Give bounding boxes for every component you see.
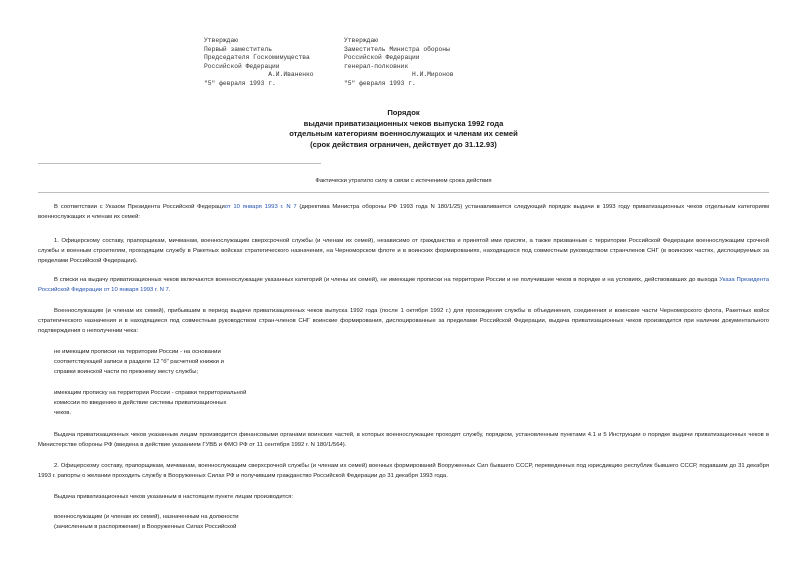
title-validity: (срок действия ограничен, действует до 31.12.93) (310, 139, 497, 149)
approval-signatory: А.И.Иваненко (204, 71, 314, 79)
divider-top (38, 163, 321, 164)
approval-line: Российской Федерации (204, 62, 280, 70)
title-line: выдачи приватизационных чеков выпуска 1992 года (303, 118, 504, 128)
approval-line: Российской Федерации (344, 54, 420, 62)
approval-date: "5" февраля 1993 г. (204, 79, 276, 87)
decree-link[interactable]: от 10 января 1993 г. N 7 (224, 204, 297, 210)
status-notice: Фактически утратило силу в связи с истечением срока действия (315, 178, 492, 184)
paragraph-lists (38, 275, 769, 295)
paragraph-text: В списки на выдачу приватизационных чеков включаются военнослужащие указанных категорий (и члены их семей), не имеющие прописки на территории России и не получившие чеков в порядке и на условиях, действовавших до выхода (54, 277, 720, 283)
paragraph-issuance: Выдача приватизационных чеков указанным лицам производится финансовыми органами воинских частей, в которых военнослужащие проходят службу, порядком, установленным пунктами 4.1 и 5 Инструкции о порядке выдачи приватизационных чеков в Министерстве обороны РФ (введена в действие указанием ГУВБ и ФМО РФ от 11 сентября 1992 г. N 180/1/564). (38, 432, 769, 449)
approval-block-left (204, 37, 314, 89)
paragraph-intro (38, 202, 769, 222)
list-item-appointed: военнослужащим (и членам их семей), назначенным на должности (зачисленным в распоряжение) в Вооруженных Силах Российской (54, 514, 239, 531)
approval-signatory: Н.И.Миронов (344, 71, 454, 79)
list-item-registered: имеющим прописку на территории России - справки территориальной комиссии по введению в действие системы приватизационных чеков. (54, 390, 247, 417)
divider-bottom (38, 192, 769, 193)
document-title (0, 108, 807, 150)
approval-line: Утверждаю (204, 37, 239, 44)
paragraph-issuance-2: Выдача приватизационных чеков указанным в настоящем пункте лицам производится: (54, 494, 294, 500)
approval-line: Заместитель Министра обороны (344, 45, 450, 53)
title-line: Порядок (387, 108, 420, 117)
approval-line: генерал-полковник (344, 62, 409, 70)
paragraph-text: (директива Министра обороны РФ 1993 года N 180/1/25) устанавливается следующий порядок выдачи в 1993 году приватизационных чеков отдельным категориям военнослужащих и членам их семей: (38, 204, 769, 221)
paragraph-text: В соответствии с Указом Президента Российской Федераци (54, 204, 225, 210)
list-item-no-registration: не имеющим прописки на территории России - на основании соответствующей записи в разделе 12 "б" расчетной книжки и справки воинской части по прежнему месту службы; (54, 349, 224, 376)
paragraph-item-1: 1. Офицерскому составу, прапорщикам, мичманам, военнослужащим сверхсрочной службы (и членам их семей), независимо от гражданства и принятой ими присяги, а также призванным с территории Российской Федерации военнослужащим срочной службы и военным строителям, проходящим службу в Ракетных войсках стратегического назначения, на Черноморском флоте и в воинских формированиях, находящихся под совместным руководством странчленов СНГ (в воинских частях, дислоцируемых за пределами Российской Федерации). (38, 238, 769, 265)
paragraph-text: . (168, 287, 171, 294)
approval-date: "5" февраля 1993 г. (344, 79, 416, 87)
approval-block-right (344, 37, 454, 89)
title-line: отдельным категориям военнослужащих и членам их семей (289, 129, 518, 139)
approval-line: Утверждаю (344, 37, 379, 44)
approval-line: Первый заместитель (204, 45, 273, 53)
paragraph-arrived: Военнослужащим (и членам их семей), прибывшим в период выдачи приватизационных чеков выпуска 1992 года (после 1 октября 1992 г.) для прохождения службы в объединения, соединения и воинские части Черноморского флота, Ракетных войск стратегического назначения и в находящиеся под совместным руководством стран-членов СНГ воинские формирования, дислоцированные за пределами Российской Федерации, выдача приватизационных чеков производится при наличии документального подтверждения о неполучении чека: (38, 308, 769, 335)
paragraph-item-2: 2. Офицерскому составу, прапорщикам, мичманам, военнослужащим сверхсрочной службы (и членам их семей) военных формирований Вооруженных Сил бывшего СССР, переведенных под юрисдикцию республик бывшего СССР, подавшим до 31 декабря 1993 г. рапорты о желании проходить службу в Вооруженных Силах РФ и получившим гражданство Российской Федерации до 31 декабря 1993 года. (38, 463, 769, 480)
decree-link[interactable]: Указа Президента Российской Федерации от 10 января 1993 г. N 7 (38, 277, 769, 294)
approval-line: Председателя Госкомимущества (204, 54, 310, 62)
